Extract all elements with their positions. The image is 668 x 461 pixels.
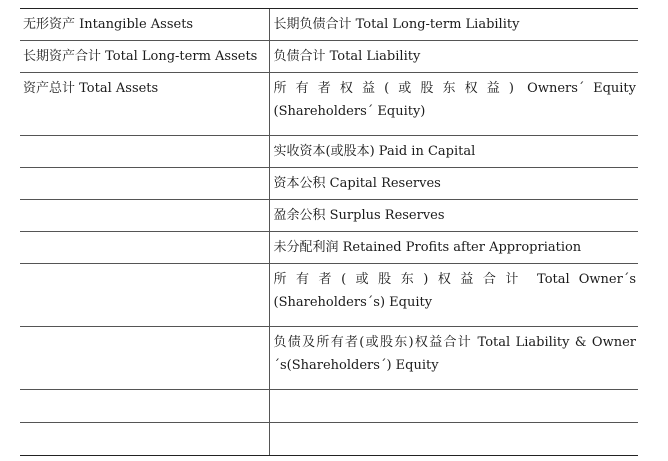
table-row: [20, 136, 638, 168]
table-row: [20, 200, 638, 232]
table-row: [20, 423, 638, 456]
liability-equity-cell: 盈余公积 Surplus Reserves: [269, 200, 638, 232]
liability-equity-cell: 未分配利润 Retained Profits after Appropriation: [269, 232, 638, 264]
table-row: [20, 232, 638, 264]
assets-cell: 资产总计 Total Assets: [20, 73, 269, 136]
assets-cell: [20, 200, 269, 232]
total-owners-equity-en: Total Owner´s (Shareholders´s) Equity: [273, 272, 636, 310]
assets-cell: 无形资产 Intangible Assets: [20, 9, 269, 41]
liability-equity-cell: [269, 423, 638, 456]
liability-equity-cell: [269, 390, 638, 423]
table-row: [20, 264, 638, 327]
table-row: [20, 168, 638, 200]
liability-equity-cell: 实收资本(或股本) Paid in Capital: [269, 136, 638, 168]
assets-cell: 长期资产合计 Total Long-term Assets: [20, 41, 269, 73]
assets-cell: [20, 264, 269, 327]
total-liability-equity-cn: 负债及所有者(或股东)权益合计: [273, 335, 473, 350]
table-row: [20, 41, 638, 73]
table-row: [20, 73, 638, 136]
assets-cell: [20, 423, 269, 456]
assets-cell: [20, 136, 269, 168]
liability-equity-cell: 负债合计 Total Liability: [269, 41, 638, 73]
assets-cell: [20, 390, 269, 423]
liability-equity-cell: [269, 73, 638, 136]
balance-sheet-table: [20, 9, 638, 455]
liability-equity-cell: 资本公积 Capital Reserves: [269, 168, 638, 200]
assets-cell: [20, 232, 269, 264]
assets-cell: [20, 168, 269, 200]
owners-equity-heading-cn: 所有者权益(或股东权益): [273, 81, 519, 96]
liability-equity-cell: [269, 264, 638, 327]
total-liability-equity-en: Total Liability & Owner´s(Shareholders´) Equity: [273, 335, 636, 373]
assets-cell: [20, 327, 269, 390]
table-row: [20, 327, 638, 390]
liability-equity-cell: [269, 327, 638, 390]
table-row: [20, 9, 638, 41]
table-row: [20, 390, 638, 423]
balance-sheet: [20, 8, 638, 456]
owners-equity-heading-en: Owners´ Equity (Shareholders´ Equity): [273, 81, 636, 119]
liability-equity-cell: 长期负债合计 Total Long-term Liability: [269, 9, 638, 41]
total-owners-equity-cn: 所有者(或股东)权益合计: [273, 272, 528, 287]
